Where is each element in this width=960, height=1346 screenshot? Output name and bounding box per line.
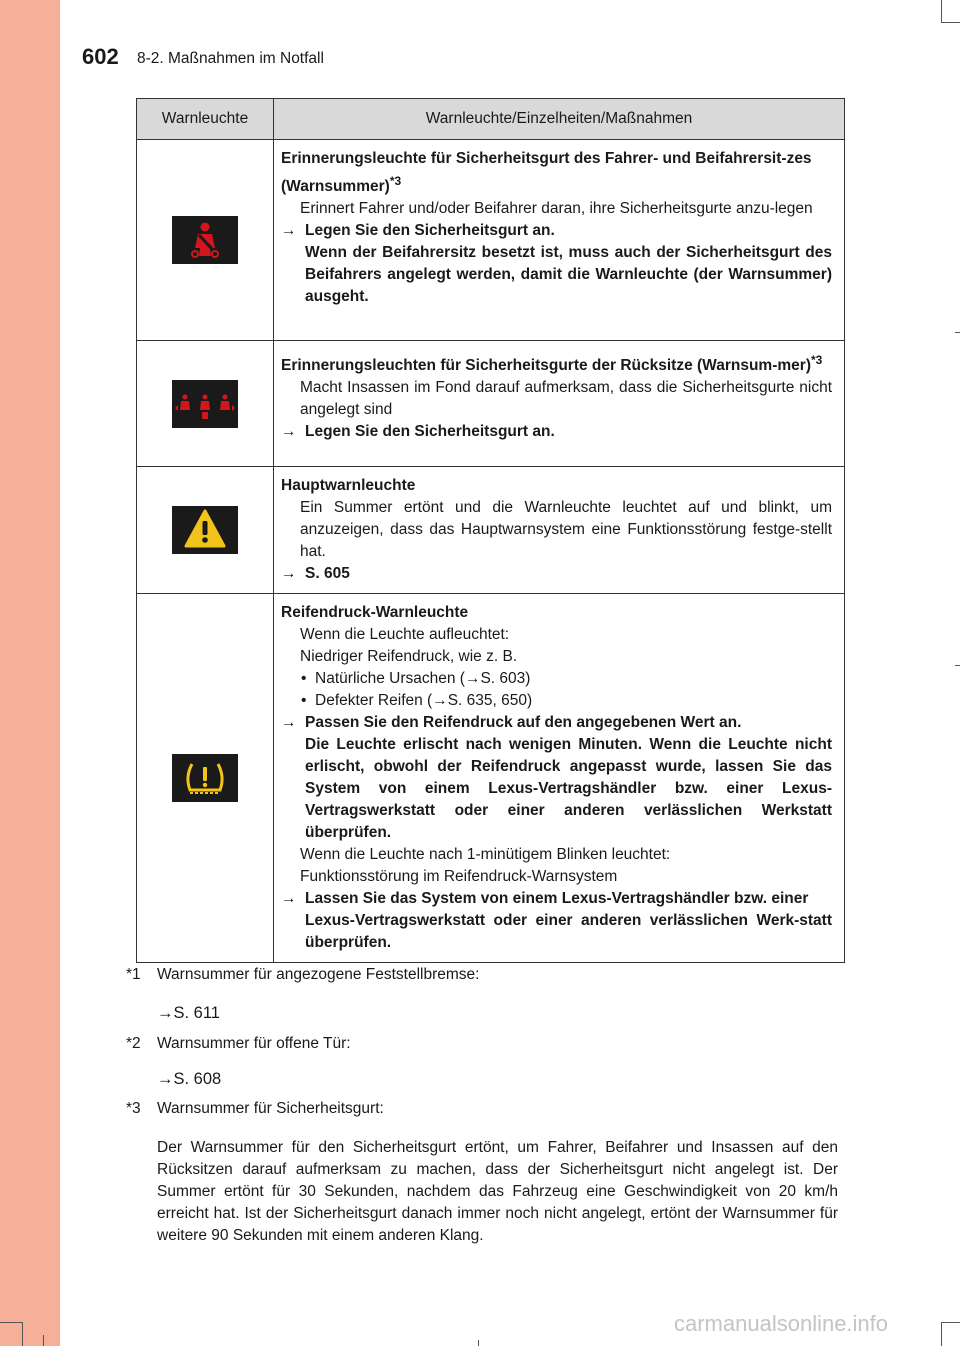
table-row bbox=[137, 341, 845, 467]
light-description: Niedriger Reifendruck, wie z. B. bbox=[300, 648, 518, 665]
crop-mark bbox=[43, 1335, 44, 1346]
master-warning-icon bbox=[172, 506, 238, 554]
crop-mark bbox=[22, 1322, 23, 1346]
table-row bbox=[137, 140, 845, 341]
action-detail: Wenn der Beifahrersitz besetzt ist, muss auch der Sicherheitsgurt des Beifahrers angelegt werden, damit die Warnleuchte (der Warnsummer) ausgeht. bbox=[305, 244, 832, 306]
arrow-icon: → bbox=[281, 222, 297, 240]
footnote: *1 Warnsummer für angezogene Feststellbremse: bbox=[126, 966, 480, 983]
arrow-icon: → bbox=[281, 423, 297, 441]
light-description: Erinnert Fahrer und/oder Beifahrer daran, ihre Sicherheitsgurte anzu-legen bbox=[300, 200, 813, 218]
column-header-details: Warnleuchte/Einzelheiten/Maßnahmen bbox=[274, 99, 845, 140]
action-detail: Lexus-Vertragswerkstatt oder einer anderen verlässlichen Werk-statt überprüfen. bbox=[305, 912, 832, 951]
warning-light-table bbox=[136, 98, 845, 963]
bullet-text: Defekter Reifen (→S. 635, 650) bbox=[315, 692, 533, 709]
bullet-icon: • bbox=[301, 670, 316, 687]
arrow-icon: → bbox=[157, 1004, 174, 1022]
footnote: *3 Warnsummer für Sicherheitsgurt: bbox=[126, 1100, 384, 1117]
footnote: *2 Warnsummer für offene Tür: bbox=[126, 1035, 351, 1052]
table-header-row bbox=[137, 99, 845, 140]
tire-pressure-warning-icon bbox=[172, 754, 238, 802]
crop-mark bbox=[0, 1322, 22, 1323]
footnote-reference: →S. 611 bbox=[157, 1004, 220, 1022]
action-detail: Die Leuchte erlischt nach wenigen Minuten. Wenn die Leuchte nicht erlischt, obwohl der Reifendruck angepasst wurde, lassen Sie das System von einem Lexus-Vertragshändler bzw. einer Lexus-Vertragswerkstatt oder einer anderen verlässlichen Werkstatt überprüfen. bbox=[305, 736, 832, 841]
action-text: Legen Sie den Sicherheitsgurt an. bbox=[305, 222, 555, 240]
watermark: carmanualsonline.info bbox=[674, 1311, 889, 1336]
crop-mark bbox=[941, 1322, 942, 1346]
section-title: 8-2. Maßnahmen im Notfall bbox=[137, 50, 324, 67]
bullet-icon: • bbox=[301, 692, 316, 709]
table-row bbox=[137, 467, 845, 594]
action-text: Passen Sie den Reifendruck auf den angegebenen Wert an. bbox=[305, 714, 742, 731]
side-tab bbox=[0, 0, 60, 1346]
light-description: Wenn die Leuchte aufleuchtet: bbox=[300, 626, 510, 643]
light-title: Erinnerungsleuchte für Sicherheitsgurt des Fahrer- und Beifahrersit-zes (Warnsummer) bbox=[281, 150, 812, 196]
footnote-paragraph: Der Warnsummer für den Sicherheitsgurt ertönt, um Fahrer, Beifahrer und Insassen auf den Rücksitzen darauf aufmerksam zu machen, dass der Sicherheitsgurt nicht angelegt ist. Der Summer ertönt für 30 Sekunden, nachdem das Fahrzeug eine Geschwindigkeit von 20 km/h erreicht hat. Ist der Sicherheitsgurt danach immer noch nicht angelegt, ertönt der Warnsummer für weitere 90 Sekunden mit einem anderen Klang. bbox=[157, 1139, 838, 1244]
light-description: Ein Summer ertönt und die Warnleuchte leuchtet auf und blinkt, um anzuzeigen, dass das Hauptwarnsystem eine Funktionsstörung festge-stellt hat. bbox=[300, 499, 832, 560]
page-number: 602 bbox=[82, 44, 119, 69]
light-description: Macht Insassen im Fond darauf aufmerksam, dass die Sicherheitsgurte nicht angelegt sind bbox=[300, 379, 832, 419]
column-header-warnleuchte: Warnleuchte bbox=[137, 99, 274, 140]
action-text: Lassen Sie das System von einem Lexus-Vertragshändler bzw. einer bbox=[305, 890, 809, 907]
crop-mark bbox=[955, 332, 960, 333]
crop-mark bbox=[941, 1322, 960, 1323]
action-text: Legen Sie den Sicherheitsgurt an. bbox=[305, 423, 555, 441]
light-title: Erinnerungsleuchten für Sicherheitsgurte der Rücksitze (Warnsum-mer) bbox=[281, 357, 811, 375]
crop-mark bbox=[955, 665, 960, 666]
footnote-ref: *3 bbox=[810, 353, 823, 367]
arrow-icon: → bbox=[281, 714, 297, 731]
footnote-ref: *3 bbox=[389, 174, 402, 188]
arrow-icon: → bbox=[281, 890, 297, 907]
light-title: Reifendruck-Warnleuchte bbox=[281, 604, 469, 621]
table-row bbox=[137, 594, 845, 963]
arrow-icon: → bbox=[281, 565, 297, 582]
crop-mark bbox=[941, 22, 960, 23]
arrow-icon: → bbox=[157, 1070, 174, 1088]
light-description: Wenn die Leuchte nach 1-minütigem Blinken leuchtet: bbox=[300, 846, 671, 863]
crop-mark bbox=[941, 0, 942, 22]
crop-mark bbox=[478, 1340, 479, 1346]
footnote-reference: →S. 608 bbox=[157, 1070, 222, 1088]
seatbelt-rear-warning-icon bbox=[172, 380, 238, 428]
light-description: Funktionsstörung im Reifendruck-Warnsystem bbox=[300, 868, 618, 885]
page-reference: S. 605 bbox=[305, 565, 350, 582]
seatbelt-front-warning-icon bbox=[172, 216, 238, 264]
bullet-text: Natürliche Ursachen (→S. 603) bbox=[315, 670, 531, 687]
light-title: Hauptwarnleuchte bbox=[281, 477, 416, 494]
